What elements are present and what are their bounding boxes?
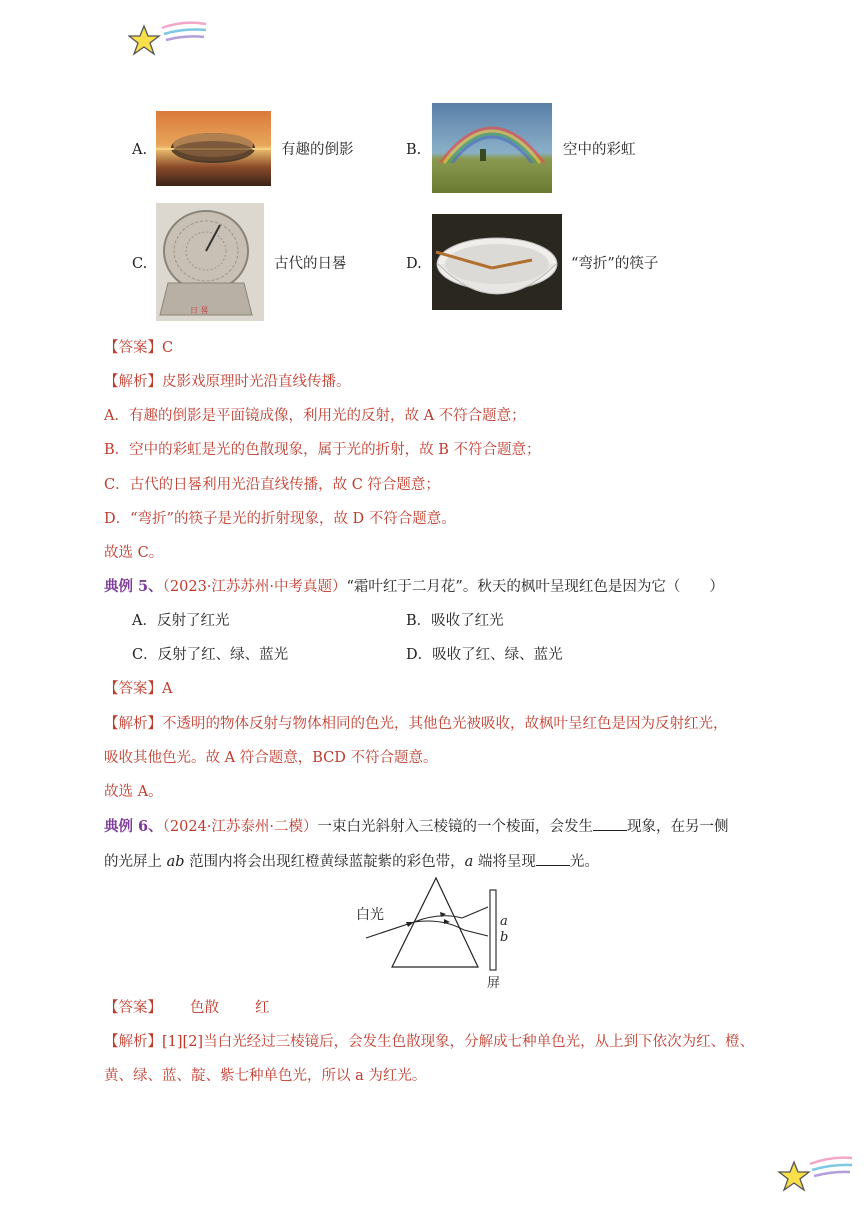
star-decoration-icon [128, 20, 208, 62]
q4-analysis-line: D．“弯折”的筷子是光的折射现象，故 D 不符合题意。 [104, 511, 456, 527]
q5-stem: 典例 5、（2023·江苏苏州·中考真题）“霜叶红于二月花”。秋天的枫叶呈现红色是因为它（ ） [104, 578, 724, 595]
option-b-letter: B. [406, 142, 422, 158]
option-c-text: 古代的日晷 [274, 256, 347, 272]
q5-analysis: 【解析】不透明的物体反射与物体相同的色光，其他色光被吸收，故枫叶呈红色是因为反射红光， [104, 716, 728, 732]
q4-analysis-line: B．空中的彩虹是光的色散现象，属于光的折射，故 B 不符合题意； [104, 442, 541, 458]
q5-answer: 【答案】A [104, 681, 173, 697]
star-decoration-icon [776, 1154, 856, 1198]
rainbow-photo [432, 103, 552, 193]
diagram-a-label: a [500, 914, 508, 929]
chopstick-bowl-photo [432, 214, 562, 310]
q4-answer: 【答案】C [104, 340, 174, 356]
q4-conclusion: 故选 C。 [104, 545, 164, 561]
option-a-text: 有趣的倒影 [281, 142, 354, 158]
white-light-label: 白光 [356, 907, 384, 923]
screen-label: 屏 [487, 976, 501, 991]
diagram-b-label: b [500, 930, 509, 945]
q4-analysis-line: A．有趣的倒影是平面镜成像，利用光的反射，故 A 不符合题意； [104, 408, 526, 424]
q6-answer: 【答案】 色散 红 [104, 1000, 270, 1016]
q6-stem-line2: 的光屏上 ab 范围内将会出现红橙黄绿蓝靛紫的彩色带，a 端将呈现 光。 [104, 851, 599, 872]
q5-option-d: D．吸收了红、绿、蓝光 [406, 647, 563, 663]
sundial-photo [156, 203, 264, 321]
q6-stem: 典例 6、（2024·江苏泰州·二模）一束白光斜射入三棱镜的一个棱面，会发生 现象，在另一侧 [104, 818, 729, 835]
q6-analysis: 【解析】[1][2]当白光经过三棱镜后，会发生色散现象，分解成七种单色光，从上到下依次为红、橙、 [104, 1034, 755, 1050]
option-b-text: 空中的彩虹 [563, 142, 636, 158]
option-d-letter: D. [406, 256, 422, 272]
q5-conclusion: 故选 A。 [104, 784, 163, 800]
q5-option-c: C．反射了红、绿、蓝光 [132, 647, 289, 663]
svg-text:日 晷: 日 晷 [190, 306, 209, 315]
q4-analysis-line: C．古代的日晷利用光沿直线传播，故 C 符合题意； [104, 477, 440, 493]
q5-analysis-line: 吸收其他色光。故 A 符合题意，BCD 不符合题意。 [104, 750, 438, 766]
q5-option-b: B．吸收了红光 [406, 613, 504, 629]
q6-analysis-line: 黄、绿、蓝、靛、紫七种单色光，所以 a 为红光。 [104, 1068, 427, 1084]
option-a-letter: A. [132, 142, 148, 158]
option-c-letter: C. [132, 256, 148, 272]
q4-analysis: 【解析】皮影戏原理时光沿直线传播。 [104, 374, 351, 390]
option-d-text: “弯折”的筷子 [571, 256, 659, 272]
q5-option-a: A．反射了红光 [132, 613, 230, 629]
reflection-photo [156, 111, 271, 186]
